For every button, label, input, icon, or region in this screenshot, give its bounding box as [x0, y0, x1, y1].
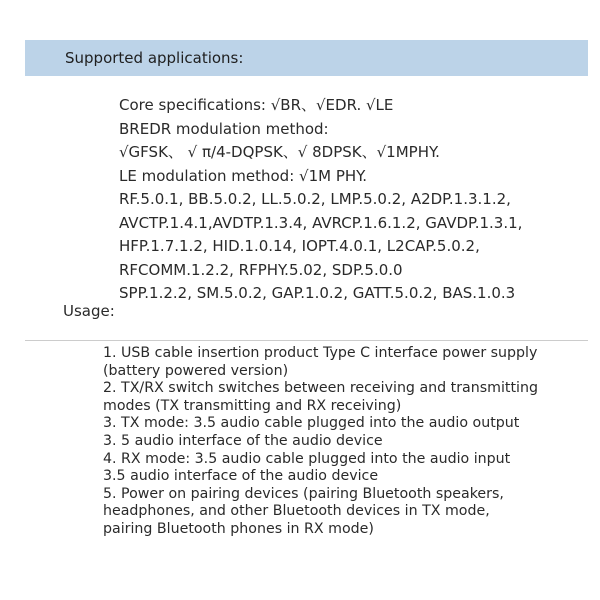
spec-line: HFP.1.7.1.2, HID.1.0.14, IOPT.4.0.1, L2CAP.5.0.2,	[119, 237, 480, 255]
usage-line: 3. TX mode: 3.5 audio cable plugged into the audio output	[103, 415, 520, 432]
spec-list	[119, 94, 522, 306]
usage-list	[103, 345, 538, 539]
section-title-supported-applications: Supported applications:	[65, 49, 244, 67]
usage-line: modes (TX transmitting and RX receiving)	[103, 397, 402, 414]
divider	[25, 340, 588, 341]
usage-line: 4. RX mode: 3.5 audio cable plugged into the audio input	[103, 450, 511, 467]
usage-line: 3.5 audio interface of the audio device	[103, 468, 379, 485]
spec-line: √GFSK、 √ π/4-DQPSK、√ 8DPSK、√1MPHY.	[119, 143, 440, 161]
header-bar	[25, 40, 588, 76]
spec-line: BREDR modulation method:	[119, 119, 329, 138]
spec-line: AVCTP.1.4.1,AVDTP.1.3.4, AVRCP.1.6.1.2, GAVDP.1.3.1,	[119, 213, 523, 232]
spec-line: LE modulation method: √1M PHY.	[119, 166, 368, 185]
section-title-usage: Usage:	[63, 302, 115, 320]
usage-line: headphones, and other Bluetooth devices in TX mode,	[103, 503, 490, 520]
usage-line: 2. TX/RX switch switches between receiving and transmitting	[103, 380, 538, 397]
spec-line: RFCOMM.1.2.2, RFPHY.5.02, SDP.5.0.0	[119, 260, 403, 279]
usage-line: pairing Bluetooth phones in RX mode)	[103, 520, 374, 537]
spec-line: SPP.1.2.2, SM.5.0.2, GAP.1.0.2, GATT.5.0.2, BAS.1.0.3	[119, 284, 516, 302]
usage-line: 5. Power on pairing devices (pairing Bluetooth speakers,	[103, 485, 504, 502]
usage-line: 1. USB cable insertion product Type C interface power supply	[103, 345, 538, 361]
spec-line: Core specifications: √BR、√EDR. √LE	[119, 96, 394, 114]
spec-line: RF.5.0.1, BB.5.0.2, LL.5.0.2, LMP.5.0.2, A2DP.1.3.1.2,	[119, 190, 511, 208]
usage-line: 3. 5 audio interface of the audio device	[103, 432, 383, 449]
usage-line: (battery powered version)	[103, 362, 289, 379]
